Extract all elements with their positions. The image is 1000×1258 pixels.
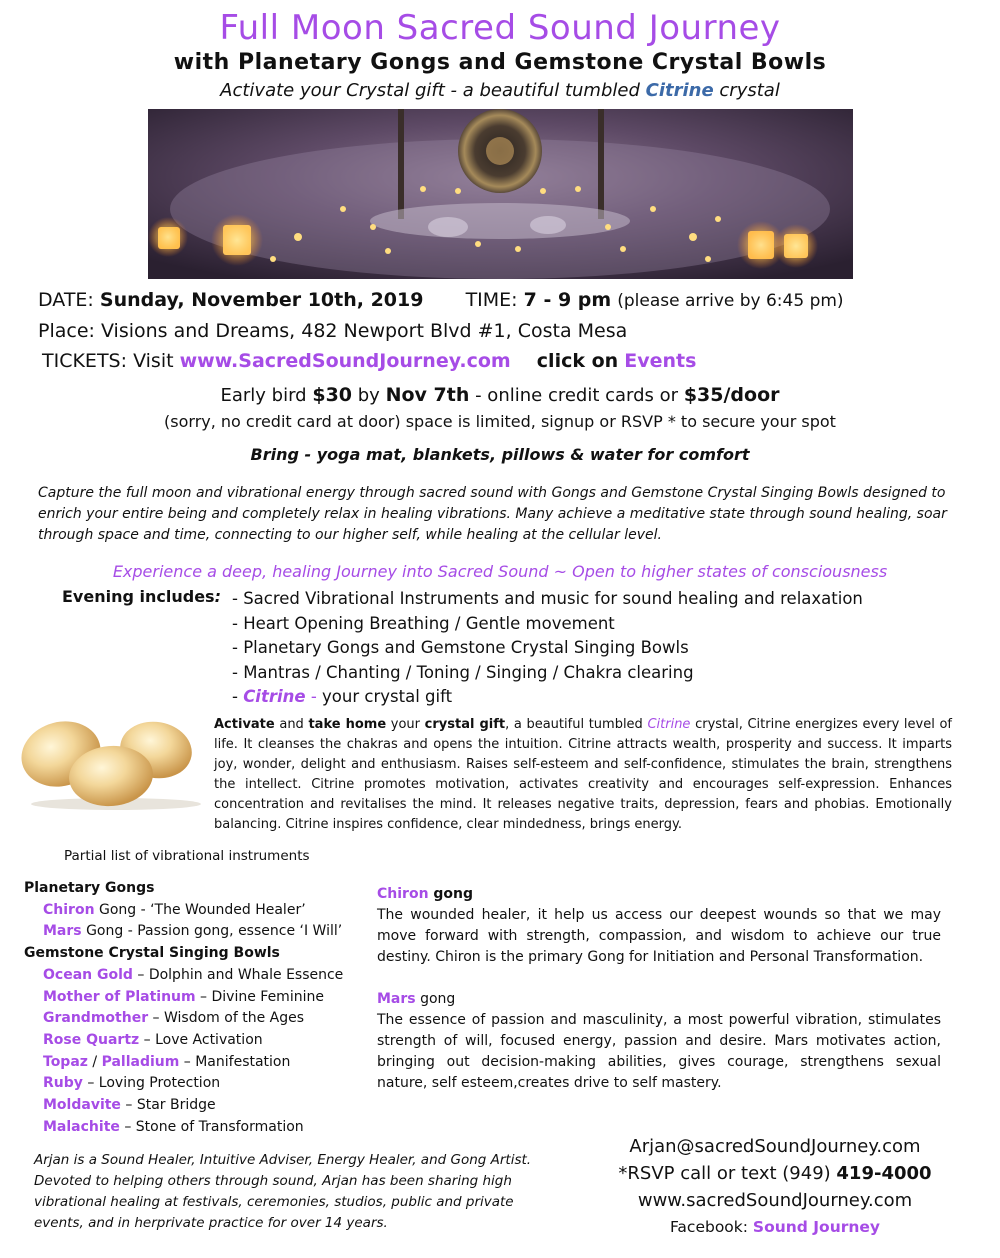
list-item: - Heart Opening Breathing / Gentle movement bbox=[232, 613, 615, 633]
facebook-label: Facebook: bbox=[669, 1218, 753, 1236]
tagline-prefix: Activate your Crystal gift - a beautiful tumbled bbox=[220, 80, 640, 101]
instrument-desc: – Stone of Transformation bbox=[119, 1118, 304, 1135]
desc-take-home: take home bbox=[308, 717, 387, 732]
hero-image bbox=[148, 109, 853, 279]
rsvp-line bbox=[580, 1160, 970, 1187]
mars-gong-text: The essence of passion and masculinity, a most powerful vibration, stimulates strength of will, focused energy, passion and desire. Mars motivates action, bringing out decision-making abilities, gives courage, strengthens sexual nature, self esteem,creates drive to self mastery. bbox=[377, 1012, 941, 1091]
list-item-sep: - bbox=[305, 687, 323, 706]
bio-paragraph: Arjan is a Sound Healer, Intuitive Adviser, Energy Healer, and Gong Artist. Devoted to helping others through sound, Arjan has been sharing high vibrational healing at festivals, ceremonies, studios, public and private events, and in herprivate practice for over 14 years. bbox=[34, 1152, 532, 1231]
instruments-caption: Partial list of vibrational instruments bbox=[64, 848, 310, 864]
instrument-name: Ruby bbox=[43, 1075, 83, 1092]
tickets-click: click on bbox=[536, 350, 619, 372]
instrument-desc: – Dolphin and Whale Essence bbox=[132, 966, 344, 983]
instrument-name: Ocean Gold bbox=[43, 966, 133, 983]
date-value: Sunday, November 10th, 2019 bbox=[99, 289, 424, 311]
evening-includes-label bbox=[62, 587, 221, 606]
chiron-gong-heading bbox=[377, 884, 941, 905]
list-item bbox=[24, 921, 343, 943]
tickets-line bbox=[42, 350, 696, 372]
chiron-name: Chiron bbox=[377, 886, 429, 902]
list-item bbox=[24, 965, 343, 987]
bring-line: Bring - yoga mat, blankets, pillows & water for comfort bbox=[250, 445, 750, 464]
list-item bbox=[24, 1008, 343, 1030]
crystal-bowls-header: Gemstone Crystal Singing Bowls bbox=[24, 945, 280, 962]
list-item-dash: - bbox=[232, 687, 244, 706]
instrument-desc: – Manifestation bbox=[179, 1053, 291, 1070]
list-item bbox=[24, 1117, 343, 1139]
mars-word: gong bbox=[415, 991, 456, 1007]
contact-email-link[interactable]: Arjan@sacredSoundJourney.com bbox=[629, 1136, 921, 1157]
instrument-name: Topaz bbox=[43, 1053, 88, 1070]
instrument-name: Rose Quartz bbox=[43, 1031, 140, 1048]
instrument-desc: – Loving Protection bbox=[82, 1075, 221, 1092]
evening-label-colon: : bbox=[214, 587, 221, 606]
tagline bbox=[0, 80, 1000, 101]
evening-includes-list bbox=[232, 587, 863, 710]
mars-gong-heading bbox=[377, 989, 941, 1010]
evening-label-text: Evening includes bbox=[62, 587, 215, 606]
contact-website-link[interactable]: www.sacredSoundJourney.com bbox=[637, 1190, 913, 1211]
list-item-citrine: Citrine bbox=[243, 687, 306, 706]
instrument-desc: – Divine Feminine bbox=[195, 988, 324, 1005]
citrine-stones-image bbox=[16, 712, 206, 812]
citrine-stones-icon bbox=[16, 712, 206, 812]
desc-citrine: Citrine bbox=[647, 717, 691, 732]
desc-and: and bbox=[274, 717, 309, 732]
planetary-gongs-header: Planetary Gongs bbox=[24, 880, 155, 896]
gong-descriptions bbox=[377, 884, 941, 1094]
list-item bbox=[232, 685, 863, 710]
rsvp-number[interactable]: 419-4000 bbox=[836, 1163, 932, 1184]
facebook-page-link[interactable]: Sound Journey bbox=[752, 1218, 881, 1236]
tickets-events-link[interactable]: Events bbox=[624, 350, 697, 372]
list-item bbox=[24, 1052, 343, 1074]
page-subtitle: with Planetary Gongs and Gemstone Crystal Bowls bbox=[173, 50, 827, 75]
chiron-gong-text: The wounded healer, it help us access our deepest wounds so that we may move forward with strength, compassion, and wisdom to achieve our true destiny. Chiron is the primary Gong for Initiation and Personal Transformation. bbox=[377, 907, 941, 965]
time-label: TIME: bbox=[465, 289, 518, 311]
experience-line: Experience a deep, healing Journey into Sacred Sound ~ Open to higher states of consciousness bbox=[112, 562, 888, 581]
early-prefix: Early bird bbox=[220, 385, 307, 406]
list-item bbox=[24, 1095, 343, 1117]
desc-body: crystal, Citrine energizes every level of life. It cleanses the chakras and opens the intuition. Citrine attracts wealth, prosperity and success. It imparts joy, wonder, delight and enthusiasm. Raises self-esteem and self-confidence, stimulates the brain, strengthens the intellect. Citrine promotes motivation, activates creativity and encourages self-expression. Enhances concentration and revitalises the mind. It releases negative traits, depression, fears and phobias. Emotionally balancing. Citrine inspires confidence, clear mindedness, brings energy. bbox=[214, 717, 952, 832]
door-price: $35/door bbox=[683, 384, 780, 406]
place-value: Visions and Dreams, 482 Newport Blvd #1, Costa Mesa bbox=[100, 320, 628, 342]
early-price: $30 bbox=[312, 384, 353, 406]
page-title: Full Moon Sacred Sound Journey bbox=[219, 8, 781, 48]
instrument-desc: – Love Activation bbox=[139, 1031, 263, 1048]
time-note: (please arrive by 6:45 pm) bbox=[617, 291, 844, 311]
date-time-line bbox=[38, 289, 844, 311]
chiron-word: gong bbox=[428, 886, 474, 902]
instruments-list bbox=[24, 878, 343, 1138]
instrument-desc: – Wisdom of the Ages bbox=[148, 1010, 305, 1027]
mars-name: Mars bbox=[377, 991, 416, 1007]
instrument-desc: – Star Bridge bbox=[120, 1097, 216, 1114]
date-label: DATE: bbox=[38, 289, 94, 311]
payment-note: (sorry, no credit card at door) space is limited, signup or RSVP * to secure your spot bbox=[164, 412, 836, 431]
place-label: Place: bbox=[38, 320, 95, 342]
desc-crystal-gift: crystal gift bbox=[424, 717, 506, 732]
tagline-citrine: Citrine bbox=[645, 80, 714, 101]
list-item bbox=[24, 900, 343, 922]
instrument-name: Moldavite bbox=[43, 1097, 121, 1114]
facebook-line bbox=[580, 1214, 970, 1241]
contact-block bbox=[580, 1133, 970, 1241]
instrument-name: Malachite bbox=[43, 1118, 120, 1135]
instrument-desc: Gong - Passion gong, essence ‘I Will’ bbox=[81, 923, 343, 940]
tagline-suffix: crystal bbox=[719, 80, 780, 101]
rsvp-prefix: *RSVP call or text (949) bbox=[618, 1163, 837, 1184]
instrument-name-2: Palladium bbox=[101, 1053, 180, 1070]
place-line bbox=[38, 320, 627, 342]
early-date: Nov 7th bbox=[385, 384, 470, 406]
desc-beautiful: , a beautiful tumbled bbox=[505, 717, 648, 732]
early-middle: - online credit cards or bbox=[475, 385, 679, 406]
desc-your: your bbox=[386, 717, 425, 732]
instrument-name: Mars bbox=[43, 923, 82, 940]
instrument-sep: / bbox=[87, 1053, 102, 1070]
list-item bbox=[24, 1073, 343, 1095]
instrument-name: Mother of Platinum bbox=[43, 988, 196, 1005]
gong-candles-photo bbox=[148, 109, 853, 279]
tickets-url-link[interactable]: www.SacredSoundJourney.com bbox=[179, 350, 511, 372]
list-item: - Planetary Gongs and Gemstone Crystal Singing Bowls bbox=[232, 638, 689, 657]
list-item-suffix: your crystal gift bbox=[322, 687, 453, 706]
citrine-description bbox=[214, 715, 952, 835]
instrument-name: Chiron bbox=[43, 901, 95, 918]
instrument-name: Grandmother bbox=[43, 1010, 149, 1027]
list-item: - Sacred Vibrational Instruments and music for sound healing and relaxation bbox=[232, 589, 863, 608]
intro-paragraph: Capture the full moon and vibrational energy through sacred sound with Gongs and Gemstone Crystal Singing Bowls designed to enrich your entire being and completely relax in healing vibrations. Many achieve a meditative state through sound healing, soar through space and time, connecting to our higher self, while healing at the cellular level. bbox=[38, 485, 947, 543]
list-item bbox=[24, 987, 343, 1009]
desc-activate: Activate bbox=[214, 717, 275, 732]
list-item: - Mantras / Chanting / Toning / Singing / Chakra clearing bbox=[232, 662, 694, 682]
list-item bbox=[24, 1030, 343, 1052]
instrument-desc: Gong - ‘The Wounded Healer’ bbox=[94, 901, 306, 918]
tickets-label: TICKETS: bbox=[42, 350, 128, 372]
time-value: 7 - 9 pm bbox=[523, 289, 612, 311]
early-bird-line bbox=[0, 384, 1000, 406]
tickets-visit: Visit bbox=[133, 350, 174, 372]
early-by: by bbox=[357, 385, 380, 406]
